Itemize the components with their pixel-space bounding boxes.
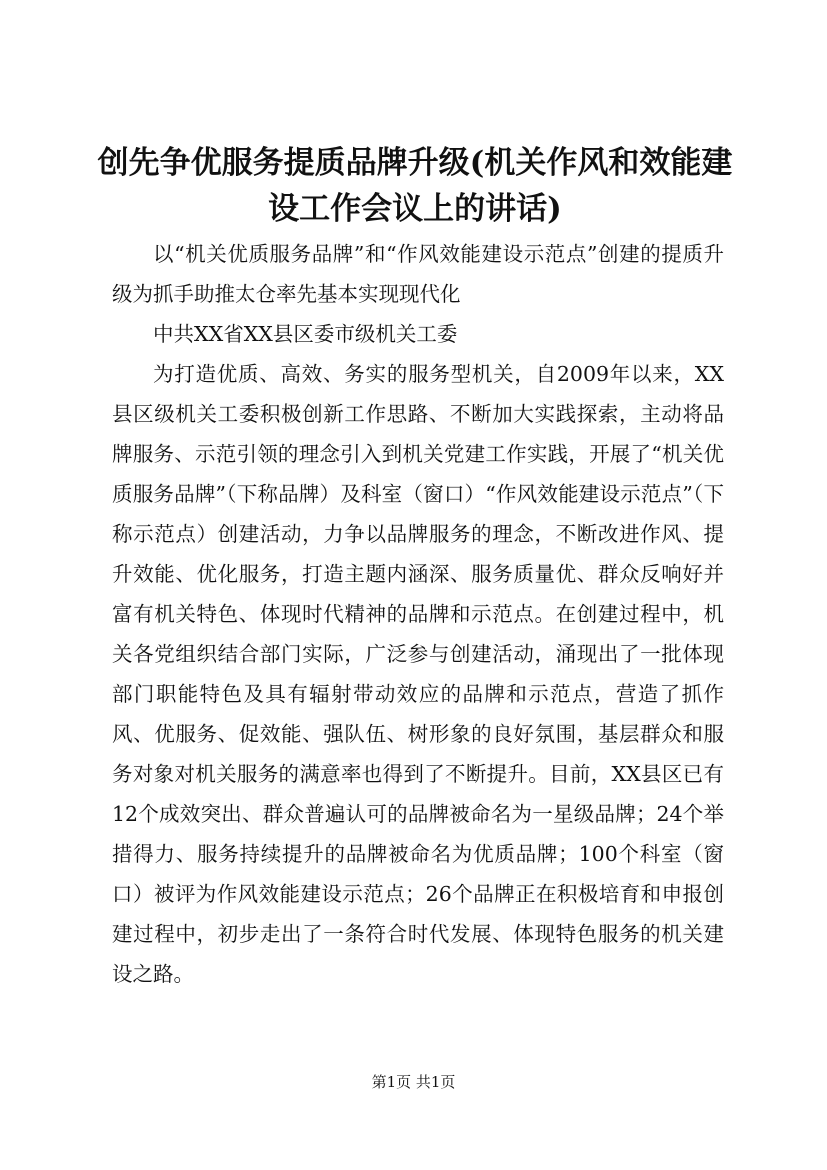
- paragraph-subtitle: 以“机关优质服务品牌”和“作风效能建设示范点”创建的提质升级为抓手助推太仓率先基本实现现代化: [112, 242, 724, 306]
- paragraph-main: 为打造优质、高效、务实的服务型机关，自2009年以来，XX县区级机关工委积极创新工作思路、不断加大实践探索，主动将品牌服务、示范引领的理念引入到机关党建工作实践，开展了“机关优质服务品牌”（下称品牌）及科室（窗口）“作风效能建设示范点”（下称示范点）创建活动，力争以品牌服务的理念，不断改进作风、提升效能、优化服务，打造主题内涵深、服务质量优、群众反响好并富有机关特色、体现时代精神的品牌和示范点。在创建过程中，机关各党组织结合部门实际，广泛参与创建活动，涌现出了一批体现部门职能特色及具有辐射带动效应的品牌和示范点，营造了抓作风、优服务、促效能、强队伍、树形象的良好氛围，基层群众和服务对象对机关服务的满意率也得到了不断提升。目前，XX县区已有12个成效突出、群众普遍认可的品牌被命名为一星级品牌；24个举措得力、服务持续提升的品牌被命名为优质品牌；100个科室（窗口）被评为作风效能建设示范点；26个品牌正在积极培育和申报创建过程中，初步走出了一条符合时代发展、体现特色服务的机关建设之路。: [112, 362, 724, 986]
- paragraph-author: 中共XX省XX县区委市级机关工委: [153, 322, 458, 346]
- document-title: 创先争优服务提质品牌升级(机关作风和效能建设工作会议上的讲话): [97, 145, 733, 227]
- document-body: [112, 234, 724, 994]
- page-footer: 第1页 共1页: [371, 1073, 456, 1091]
